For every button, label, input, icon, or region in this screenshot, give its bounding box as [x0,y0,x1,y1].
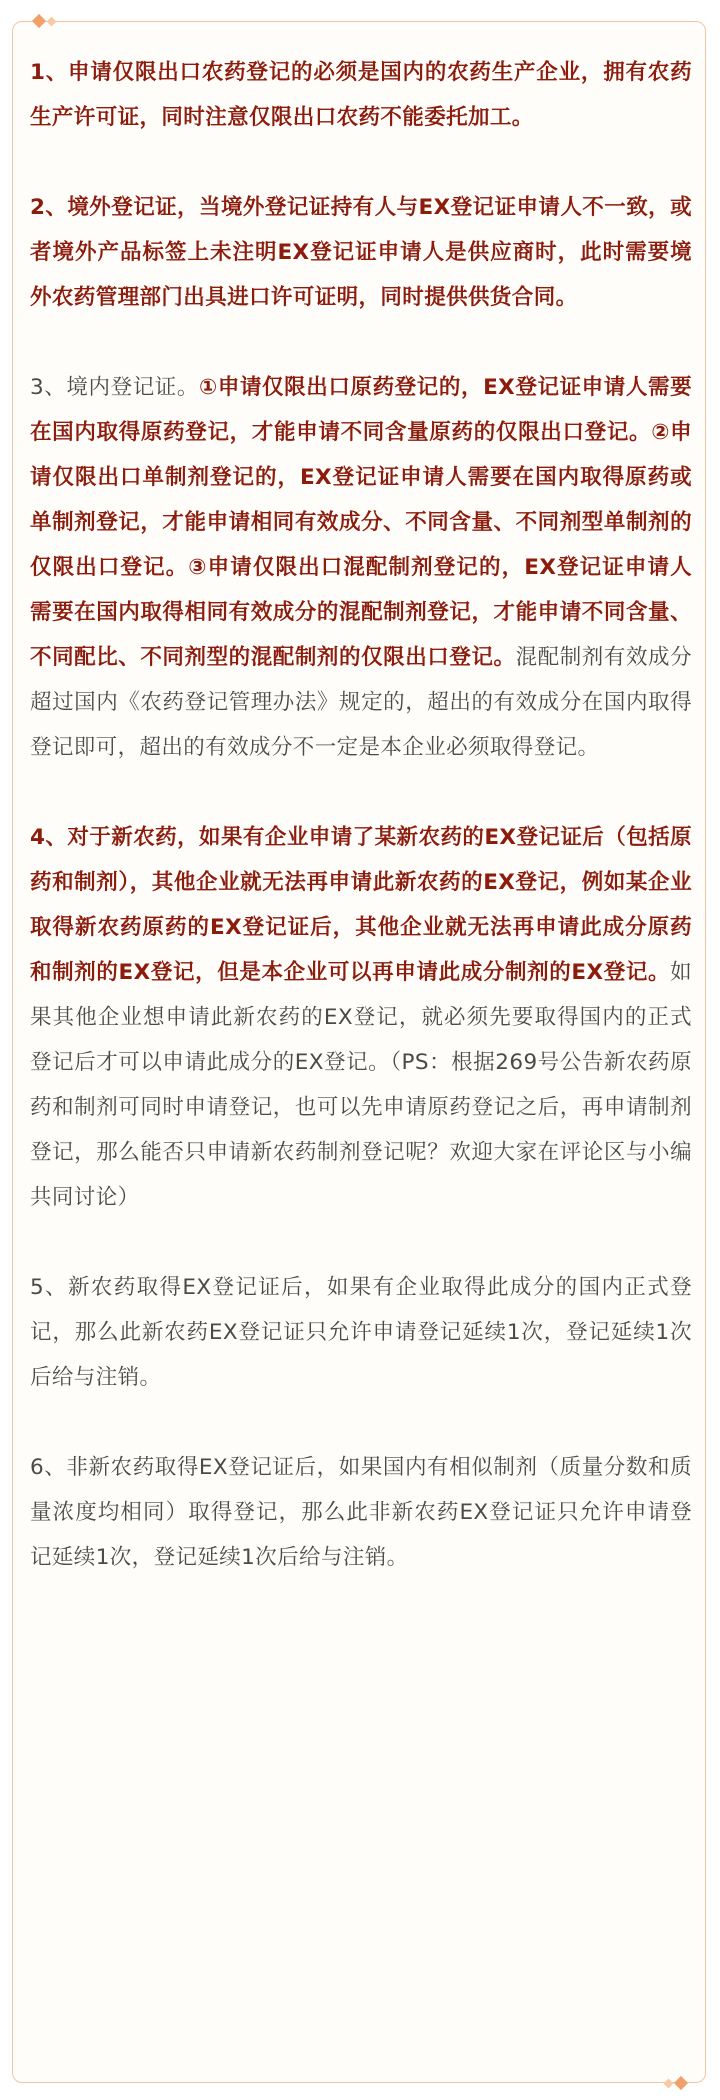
article-body [30,50,692,1580]
paragraph-1 [30,50,692,140]
paragraph-2 [30,185,692,320]
paragraph-5 [30,1265,692,1400]
paragraph-3-note: 混配制剂有效成分超过国内《农药登记管理办法》规定的，超出的有效成分在国内取得登记即可，超出的有效成分不一定是本企业必须取得登记。 [30,645,692,760]
paragraph-4-note: 如果其他企业想申请此新农药的EX登记，就必须先要取得国内的正式登记后才可以申请此成分的EX登记。（PS：根据269号公告新农药原药和制剂可同时申请登记，也可以先申请原药登记之后，再申请制剂登记，那么能否只申请新农药制剂登记呢？欢迎大家在评论区与小编共同讨论） [30,960,692,1210]
paragraph-6-text: 6、非新农药取得EX登记证后，如果国内有相似制剂（质量分数和质量浓度均相同）取得登记，那么此非新农药EX登记证只允许申请登记延续1次，登记延续1次后给与注销。 [30,1455,692,1570]
paragraph-2-emphasis: 2、境外登记证，当境外登记证持有人与EX登记证申请人不一致，或者境外产品标签上未注明EX登记证申请人是供应商时，此时需要境外农药管理部门出具进口许可证明，同时提供供货合同。 [30,195,692,310]
paragraph-4 [30,815,692,1220]
paragraph-3 [30,365,692,770]
paragraph-3-lead: 3、境内登记证。 [30,375,200,400]
paragraph-4-emphasis: 4、对于新农药，如果有企业申请了某新农药的EX登记证后（包括原药和制剂），其他企业就无法再申请此新农药的EX登记，例如某企业取得新农药原药的EX登记证后，其他企业就无法再申请此成分原药和制剂的EX登记，但是本企业可以再申请此成分制剂的EX登记。 [30,825,692,985]
paragraph-5-text: 5、新农药取得EX登记证后，如果有企业取得此成分的国内正式登记，那么此新农药EX登记证只允许申请登记延续1次，登记延续1次后给与注销。 [30,1275,692,1390]
paragraph-6 [30,1445,692,1580]
paragraph-3-emphasis: ①申请仅限出口原药登记的，EX登记证申请人需要在国内取得原药登记，才能申请不同含量原药的仅限出口登记。②申请仅限出口单制剂登记的，EX登记证申请人需要在国内取得原药或单制剂登记，才能申请相同有效成分、不同含量、不同剂型单制剂的仅限出口登记。③申请仅限出口混配制剂登记的，EX登记证申请人需要在国内取得相同有效成分的混配制剂登记，才能申请不同含量、不同配比、不同剂型的混配制剂的仅限出口登记。 [30,375,692,670]
paragraph-1-emphasis: 1、申请仅限出口农药登记的必须是国内的农药生产企业，拥有农药生产许可证，同时注意仅限出口农药不能委托加工。 [30,60,692,130]
